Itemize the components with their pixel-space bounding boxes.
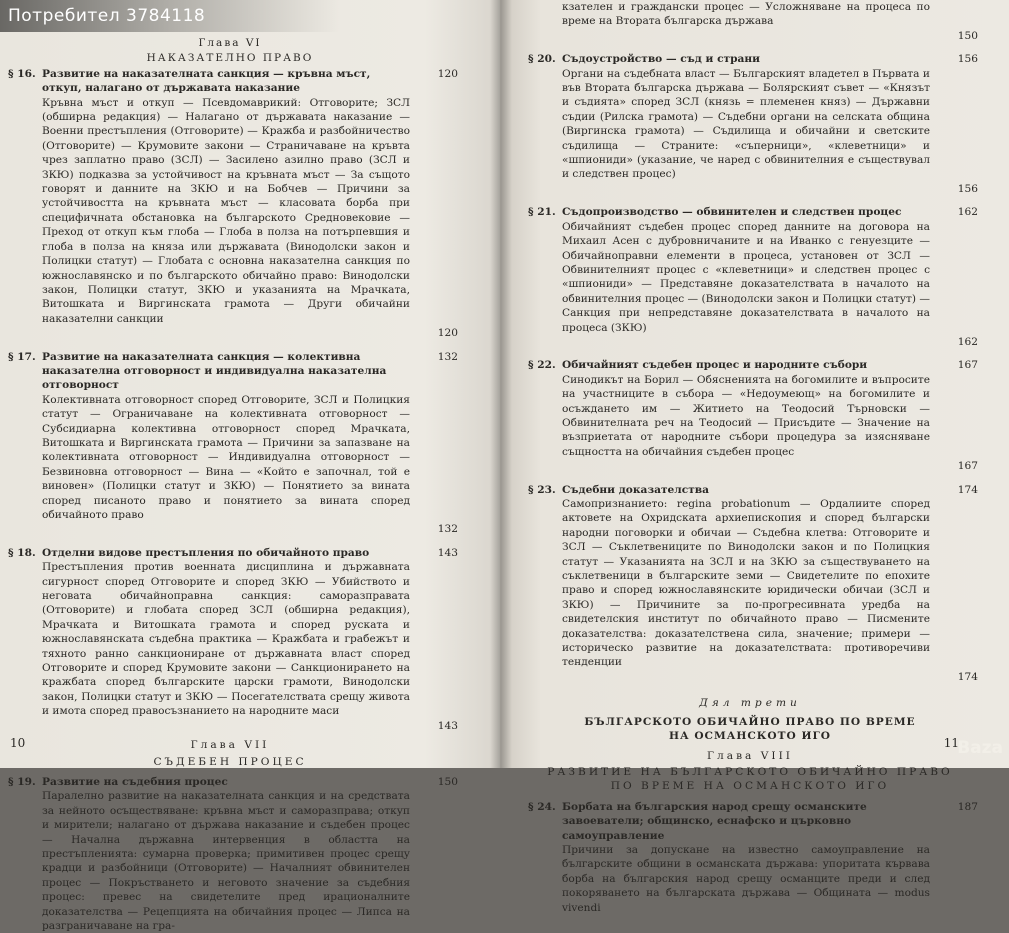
chapter-heading: Глава VI — [198, 37, 262, 49]
section-title: Съдопроизводство — обвинителен и следствен процес — [562, 206, 902, 219]
page-number: 187 — [957, 800, 978, 813]
page-number: 132 — [437, 350, 458, 363]
page-number-end: 167 — [957, 460, 978, 473]
toc-entry-18 — [8, 546, 458, 733]
book-gutter — [490, 0, 512, 768]
section-summary: Обичайният съдебен процес според данните на договора на Михаил Асен с дубровничаните и на Иванко с генуезците — Обичайноправни елементи в процеса, установен от ЗСЛ — Обвинителният процес с «клеветници» и следствен процес с «шпиониди» — Представяне доказателствата в началото на обвинителния процес — (Винодолски закон и Полицки статут) — Санкция при непредставяне доказателствата в началото на процеса (ЗКЮ) — [562, 220, 930, 334]
page-number-end: 150 — [957, 29, 978, 42]
section-title: Развитие на наказателната санкция — колективна наказателна отговорност и индивидуална наказателна отговорност — [42, 350, 387, 392]
toc-entry-16 — [8, 67, 458, 341]
section-number: § 16. — [8, 67, 36, 80]
page-number: 167 — [957, 359, 978, 372]
section-title: Съдоустройство — съд и страни — [562, 53, 760, 66]
section-summary: кзателен и граждански процес — Усложняване на процеса по време на Втората българска държава — [562, 1, 930, 28]
part-title-line-1: БЪЛГАРСКОТО ОБИЧАЙНО ПРАВО ПО ВРЕМЕ — [584, 715, 916, 728]
section-title: Развитие на наказателната санкция — кръвна мъст, откуп, налагано от държавата наказание — [42, 67, 371, 95]
page-number: 143 — [437, 546, 458, 559]
page-number: 156 — [957, 53, 978, 66]
section-summary: Престъпления против военната дисциплина и държавната сигурност според Отговорите и според ЗКЮ — Убийството и неговата обичайноправна санкция: саморазправата (Отговорите) и глобата според ЗСЛ (обширна редакция), Мрачката и Витошката грамота и според руската и южнославянската съдебна практика — Кражбата и грабежът и тяхното ранно санкциониране от държавната власт според Отговорите и според Крумовите закони — Санкционирането на кражбата според българските царски грамоти, Винодолски закон, Полицки статут и ЗКЮ — Посегателствата срещу живота и имота според правосъзнанието на народните маси — [42, 561, 410, 718]
chapter-title-line-2: ПО ВРЕМЕ НА ОСМАНСКОТО ИГО — [610, 780, 890, 793]
page-number: 150 — [437, 775, 458, 788]
toc-entry-22 — [528, 358, 978, 473]
section-title: Обичайният съдебен процес и народните събори — [562, 359, 868, 372]
section-summary: Колективната отговорност според Отговорите, ЗСЛ и Полицкия статут — Ограничаване на колективната отговорност — Субсидиарна колективна отговорност според Мрачката, Витошката и Виргинската грамота — Причини за запазване на колективната отговорност — Индивидуална отговорност — Безвиновна отговорност — Вина — «Който е започнал, той е виновен» (Полицки статут и ЗКЮ) — Понятието за вината според писаното право и понятието за вината според обичайното право — [42, 393, 410, 521]
part-heading: Дял трети — [699, 697, 801, 710]
chapter-subheading: СЪДЕБЕН ПРОЦЕС — [153, 755, 307, 768]
page-number-end: 162 — [957, 335, 978, 348]
left-column — [8, 36, 458, 933]
section-summary: Паралелно развитие на наказателната санкция и на средствата за нейното осъществяване: кръвна мъст и саморазправа; откуп и мирители; налагано от държава наказание и съдебен процес — Начална държавна интервенция в областта на престъпленията: сумарна проверка; примитивен процес срещу крадци и разбойници (Отговорите) — Началният обвинителен процес — Покръстването и неговото значение за съдебния процес: превес на свидетелите пред ирационалните доказателства — Рецепцията на обичайния процес — Липса на разграничаване на гра- — [42, 790, 410, 932]
page-number: 162 — [957, 206, 978, 219]
page-number-end: 132 — [437, 523, 458, 536]
page-number: 120 — [437, 67, 458, 80]
section-summary: Кръвна мъст и откуп — Псевдомаврикий: Отговорите; ЗСЛ (обширна редакция) — Налагано от държавата наказание — Военни престъпления (Отговорите) — Кражба и разбойничество (Отговорите) — Крумовите закони — Страничаване на кръвта чрез заплатно право (ЗСЛ) — Засилено азилно право (ЗСЛ и ЗКЮ) подказва за устойчивост на кръвната мъст — За същото говорят и данните на ЗКЮ и на Бобчев — Причини за устойчивостта на кръвната мъст — класовата борба при специфичната обстановка на българското Средновековие — Преход от откуп към глоба — Глоба в полза на потърпевшия и глоба в полза на княза или държавата (Винодолски закон и Полицки статут) — Глобата с основна наказателна санкция по южнославянско и по българското обичайно право: Винодолски закон, Полицки статут, ЗКЮ и указанията на Мрачката, Витошката и Виргинската грамота — Други обичайни наказателни санкции — [42, 96, 410, 325]
chapter-heading: Глава VIII — [707, 749, 793, 762]
section-number: § 21. — [528, 206, 556, 219]
section-number: § 17. — [8, 350, 36, 363]
section-number: § 23. — [528, 483, 556, 496]
toc-entry-20 — [528, 52, 978, 196]
toc-entry-19-continued — [530, 0, 978, 43]
right-page — [500, 0, 1009, 914]
section-title: Съдебни доказателства — [562, 483, 710, 496]
section-summary: Самопризнанието: regina probationum — Ордалиите според актовете на Охридската архиепископия и според български народни поговорки и обичаи — Съдебна клетва: Отговорите и ЗСЛ — Съклетвениците по Винодолски закон и по Полицкия статут — Указанията на ЗСЛ и на ЗКЮ за съществуването на съклетвеници в българските земи — Свидетелите по епохите право и според южнославянските юридически обичаи (ЗСЛ и ЗКЮ) — Причините за по-прогресивната уредба на свидетелския институт по обичайното право — Писмените доказателства: доказателствена сила, значение; примери — историческо развитие на доказателствата: противоречиви тенденции — [562, 498, 930, 669]
toc-entry-24 — [528, 800, 978, 915]
section-summary: Синодикът на Борил — Обясненията на богомилите и въпросите на участниците в събора — «Недоумеющ» на богомилите и осъждането им — Житието на Теодосий Търновски — Обвинителната реч на Теодосий — Присъдите — Значение на възприетата от народните събори процедура за изясняване същността на обичайния съдебен процес — [562, 373, 930, 458]
left-page — [0, 0, 500, 932]
page-folio: 10 — [10, 736, 26, 750]
toc-entry-19 — [8, 775, 458, 933]
section-number: § 22. — [528, 359, 556, 372]
section-summary: Органи на съдебната власт — Българският владетел в Първата и във Втората българска държава — Болярският съвет — «Князът и съдията» според ЗСЛ (князь = племенен княз) — Държавни съдии (Рилска грамота) — Съдебни органи на селската община (Виргинска грамота) — Съдилища и обичайни и светските съдилища — Страните: «съперници», «клеветници» и «шпиониди» (указание, че наред с обвинителния е съществувал и следствен процес) — [562, 67, 930, 181]
section-number: § 24. — [528, 800, 556, 813]
section-number: § 19. — [8, 775, 36, 788]
page-number-end: 156 — [957, 182, 978, 195]
chapter-title-line-1: РАЗВИТИЕ НА БЪЛГАРСКОТО ОБИЧАЙНО ПРАВО — [547, 765, 953, 778]
part-title-line-2: НА ОСМАНСКОТО ИГО — [669, 730, 831, 743]
site-logo: Baza — [957, 738, 1003, 758]
section-title: Развитие на съдебния процес — [42, 775, 228, 788]
toc-entry-21 — [528, 205, 978, 349]
right-column — [528, 0, 978, 915]
section-title: Отделни видове престъпления по обичайното право — [42, 546, 370, 559]
watermark-overlay — [0, 0, 340, 32]
page-number-end: 143 — [437, 719, 458, 732]
toc-entry-17 — [8, 350, 458, 537]
section-summary: Причини за допускане на известно самоуправление на българските общини в османската държава: упоритата кървава борба на българския народ срещу османците преди и след покоряването на българската държава — Общината — modus vivendi — [562, 843, 930, 914]
section-number: § 18. — [8, 546, 36, 559]
page-number-end: 120 — [437, 327, 458, 340]
chapter-subheading: НАКАЗАТЕЛНО ПРАВО — [146, 52, 314, 65]
section-title: Борбата на българския народ срещу османските завоеватели; общинско, еснафско и църковно самоуправление — [562, 800, 867, 842]
page-number-end: 174 — [957, 670, 978, 683]
toc-entry-23 — [528, 483, 978, 685]
chapter-heading: Глава VII — [190, 739, 270, 752]
page-folio: 11 — [943, 736, 959, 750]
section-number: § 20. — [528, 53, 556, 66]
page-number: 174 — [957, 483, 978, 496]
user-watermark: Потребител 3784118 — [8, 6, 206, 26]
